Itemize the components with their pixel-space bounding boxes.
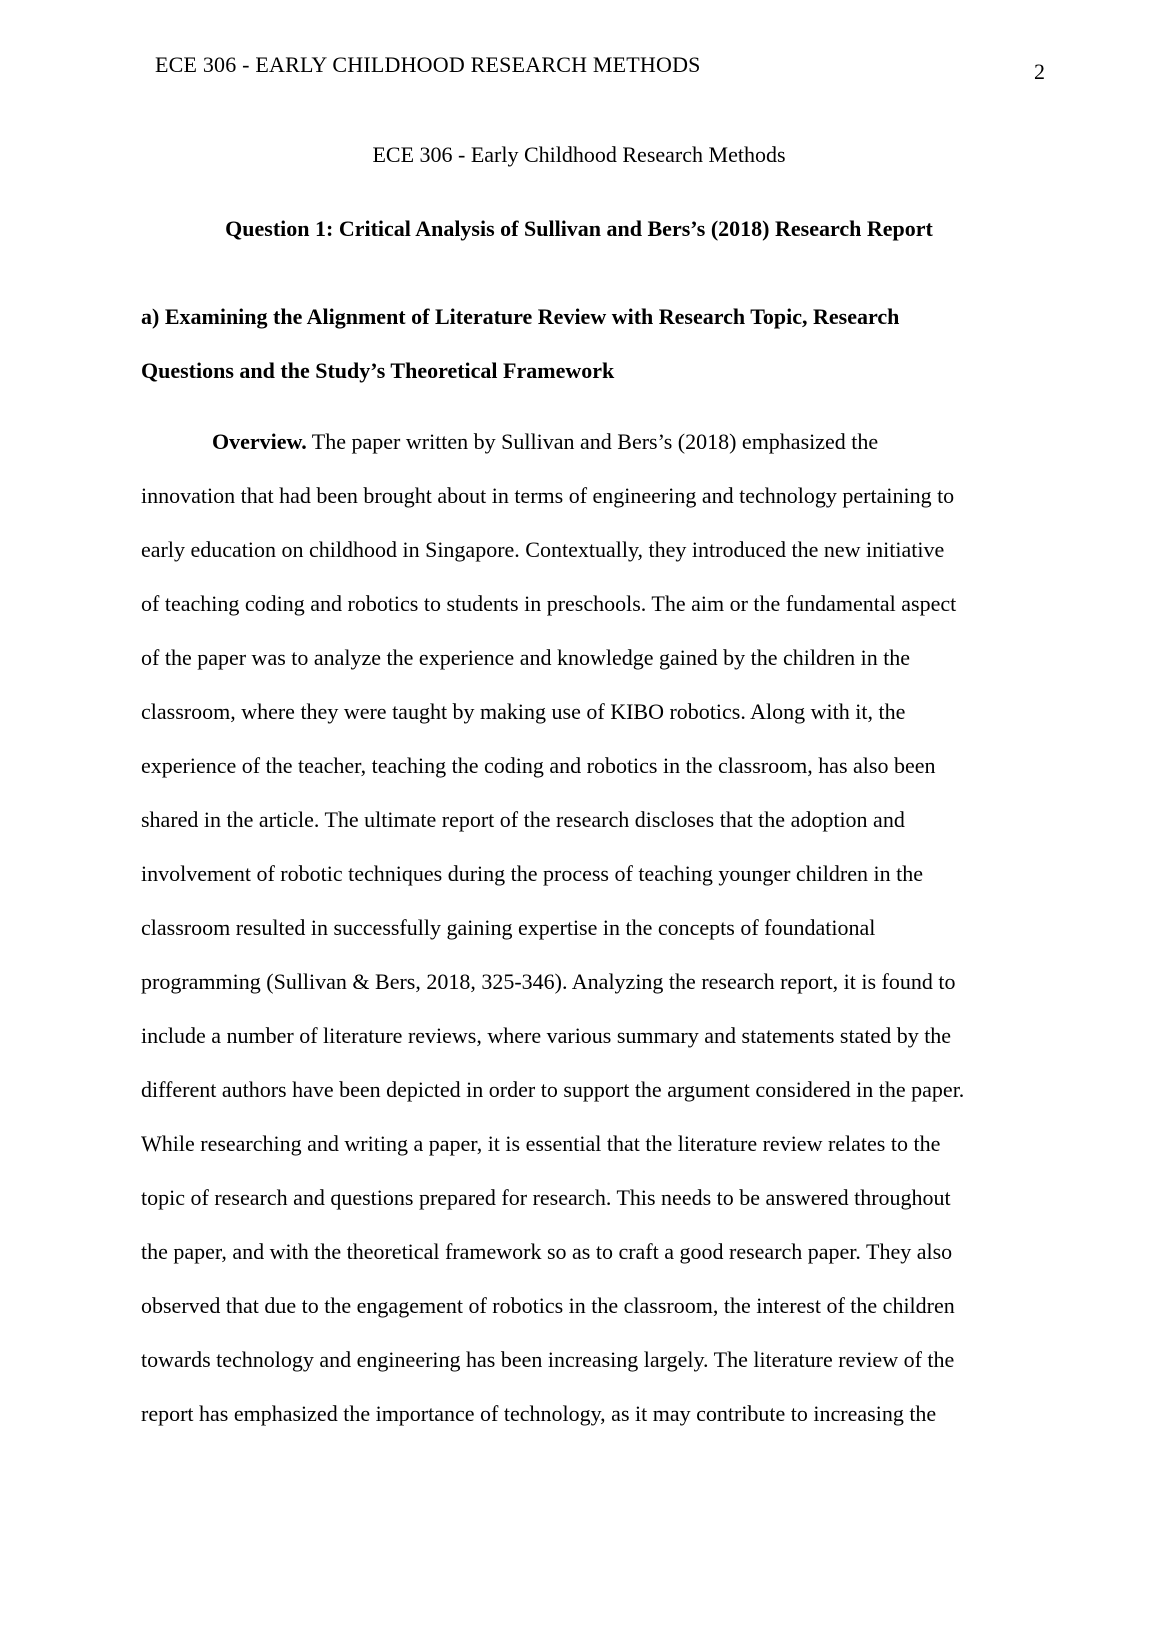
paragraph-line: of teaching coding and robotics to students in preschools. The aim or the fundamental aspect xyxy=(141,591,957,616)
course-title: ECE 306 - Early Childhood Research Methods xyxy=(372,142,786,167)
question-title: Question 1: Critical Analysis of Sullivan and Bers’s (2018) Research Report xyxy=(225,216,933,241)
paragraph-line-text: The paper written by Sullivan and Bers’s (2018) emphasized the xyxy=(306,429,879,454)
body-paragraph xyxy=(141,415,1041,1441)
paragraph-line: of the paper was to analyze the experience and knowledge gained by the children in the xyxy=(141,645,911,670)
paragraph-line: include a number of literature reviews, where various summary and statements stated by the xyxy=(141,1023,952,1048)
paragraph-line: towards technology and engineering has been increasing largely. The literature review of the xyxy=(141,1347,955,1372)
paragraph-lead-in: Overview. xyxy=(212,429,307,454)
paragraph-line: different authors have been depicted in order to support the argument considered in the paper. xyxy=(141,1077,965,1102)
paragraph-line: involvement of robotic techniques during the process of teaching younger children in the xyxy=(141,861,923,886)
paragraph-line: experience of the teacher, teaching the coding and robotics in the classroom, has also been xyxy=(141,753,936,778)
section-heading-line-2: Questions and the Study’s Theoretical Framework xyxy=(141,358,615,383)
paragraph-line: the paper, and with the theoretical framework so as to craft a good research paper. They also xyxy=(141,1239,953,1264)
paragraph-line: shared in the article. The ultimate report of the research discloses that the adoption and xyxy=(141,807,905,832)
section-heading-line-1: a) Examining the Alignment of Literature Review with Research Topic, Research xyxy=(141,304,900,329)
page-number: 2 xyxy=(1034,59,1045,84)
paragraph-line: classroom resulted in successfully gaining expertise in the concepts of foundational xyxy=(141,915,876,940)
paragraph-line: innovation that had been brought about in terms of engineering and technology pertaining to xyxy=(141,483,955,508)
paragraph-line: observed that due to the engagement of robotics in the classroom, the interest of the children xyxy=(141,1293,955,1318)
paragraph-line: classroom, where they were taught by making use of KIBO robotics. Along with it, the xyxy=(141,699,906,724)
paragraph-line: While researching and writing a paper, it is essential that the literature review relates to the xyxy=(141,1131,941,1156)
paragraph-line: programming (Sullivan & Bers, 2018, 325-346). Analyzing the research report, it is found to xyxy=(141,969,956,994)
paragraph-line xyxy=(141,415,1041,469)
running-head: ECE 306 - EARLY CHILDHOOD RESEARCH METHODS xyxy=(155,52,701,77)
section-heading xyxy=(141,290,1021,398)
paragraph-line: early education on childhood in Singapore. Contextually, they introduced the new initiative xyxy=(141,537,945,562)
paragraph-line: report has emphasized the importance of technology, as it may contribute to increasing the xyxy=(141,1401,937,1426)
paragraph-line: topic of research and questions prepared for research. This needs to be answered throughout xyxy=(141,1185,951,1210)
